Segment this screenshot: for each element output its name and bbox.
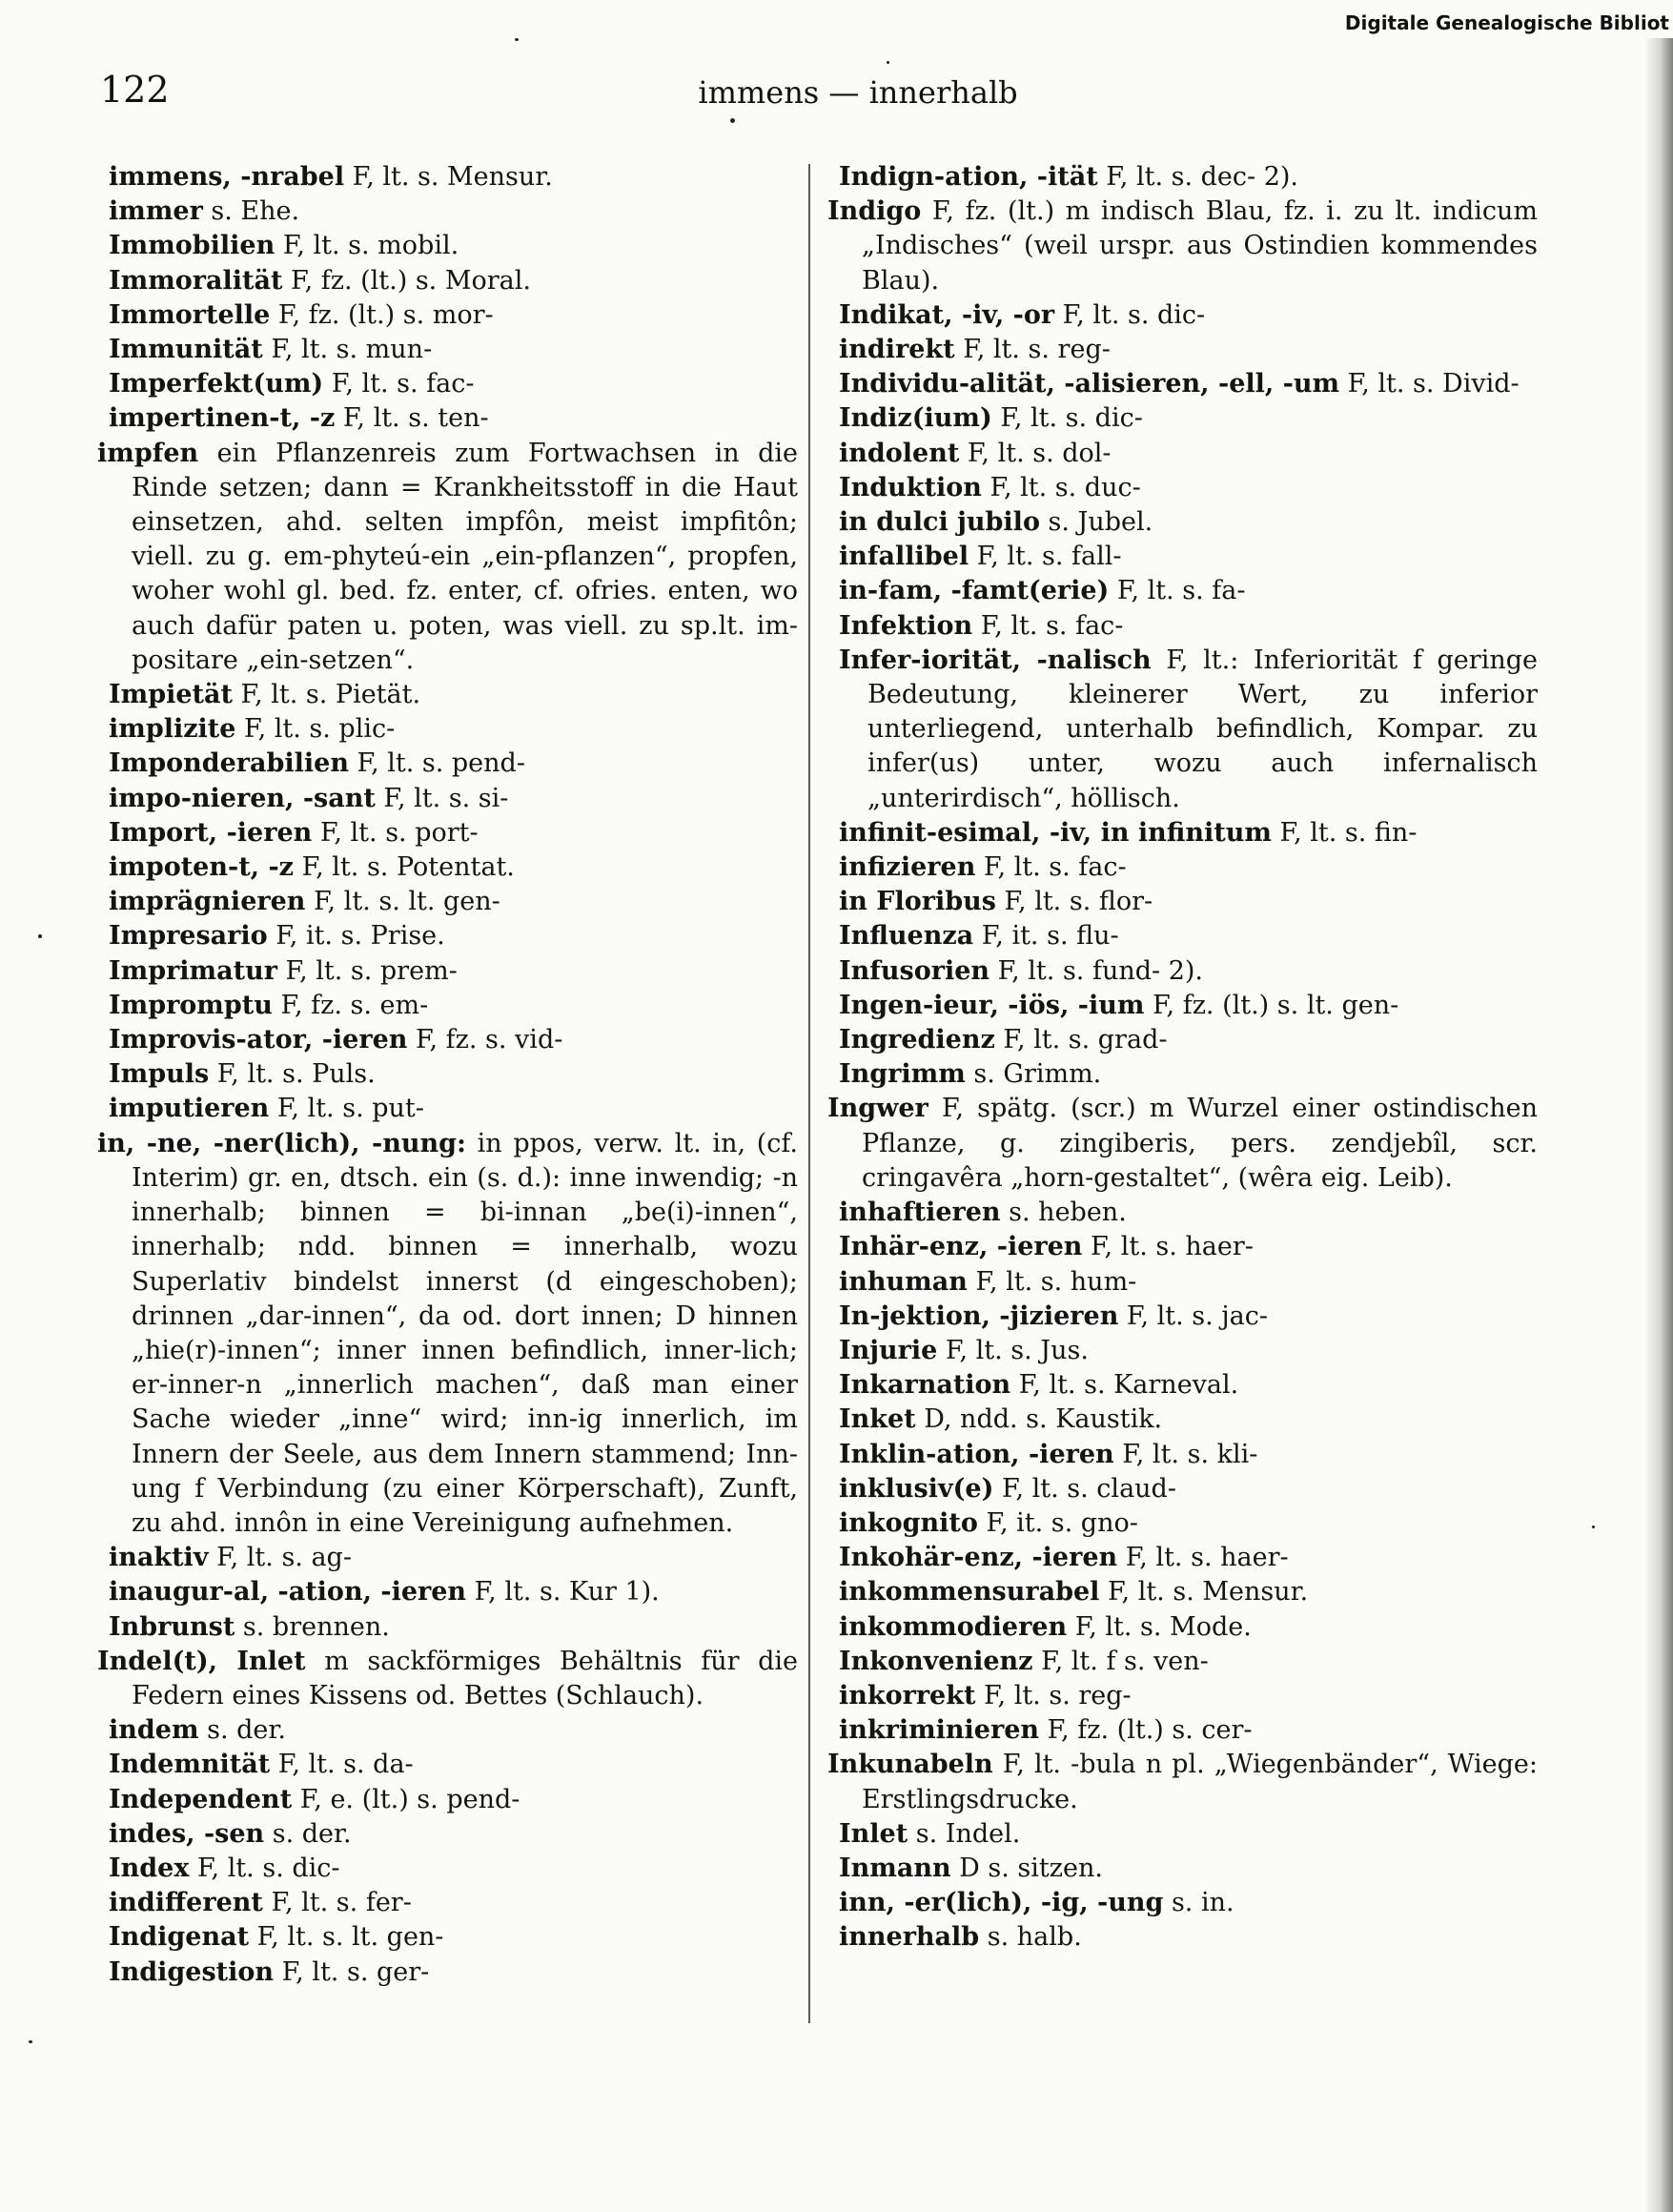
entry-headword: Ingredienz bbox=[839, 1025, 995, 1055]
entry-text: F, lt. s. Pietät. bbox=[232, 680, 421, 710]
entry-headword: Induktion bbox=[839, 472, 982, 502]
entry-headword: impfen bbox=[97, 438, 199, 468]
entry-headword: Individu-alität, -alisieren, -ell, -um bbox=[839, 369, 1340, 399]
entry-text: ein Pflanzenreis zum Fortwachsen in die Rinde setzen; dann = Krankheitsstoff in die Haut einsetzen, ahd. selten impfôn, meist impfitôn; viell. zu g. em-phyteú-ein „ein-pflanzen“, propfen, woher wohl gl. bed. fz. enter, cf. ofries. enten, wo auch dafür paten u. poten, was viell. zu sp.lt. im-positare „ein-setzen“. bbox=[132, 438, 798, 675]
entry-text: F, fz. s. em- bbox=[272, 990, 429, 1020]
entry-headword: Import, -ieren bbox=[109, 817, 313, 848]
entry-headword: inhuman bbox=[839, 1266, 968, 1297]
entry-headword: Indel(t), Inlet bbox=[97, 1646, 306, 1676]
entry-text: F, lt. s. reg- bbox=[975, 1680, 1132, 1710]
entry-headword: Improvis-ator, -ieren bbox=[109, 1025, 408, 1055]
dictionary-entry bbox=[827, 1403, 1538, 1437]
entry-text: s. der. bbox=[264, 1818, 352, 1849]
entry-text: F, it. s. gno- bbox=[977, 1507, 1138, 1538]
entry-text: F, lt. s. hum- bbox=[967, 1266, 1137, 1297]
entry-text: F, lt. s. fer- bbox=[262, 1888, 412, 1918]
dictionary-entry bbox=[827, 401, 1538, 436]
entry-headword: inaugur-al, -ation, -ieren bbox=[109, 1577, 467, 1608]
entry-text: F, lt. f s. ven- bbox=[1032, 1646, 1209, 1676]
dictionary-entry bbox=[827, 1713, 1538, 1748]
entry-text: F, it. s. Prise. bbox=[267, 921, 445, 952]
entry-headword: Inkarnation bbox=[839, 1370, 1011, 1401]
dictionary-entry bbox=[827, 574, 1538, 608]
dictionary-entry bbox=[827, 1265, 1538, 1300]
dictionary-entry bbox=[97, 678, 798, 712]
dictionary-entry bbox=[827, 1300, 1538, 1334]
entry-headword: In-jektion, -jizieren bbox=[839, 1301, 1119, 1331]
entry-text: F, lt. s. ger- bbox=[274, 1956, 430, 1987]
entry-text: F, lt. s. duc- bbox=[981, 472, 1141, 502]
entry-headword: in Floribus bbox=[839, 887, 996, 917]
dictionary-entry bbox=[827, 1368, 1538, 1403]
paper-speck bbox=[29, 2040, 32, 2043]
dictionary-entry bbox=[97, 1057, 798, 1092]
dictionary-entry bbox=[97, 1713, 798, 1748]
entry-text: D s. sitzen. bbox=[950, 1853, 1103, 1883]
dictionary-entry bbox=[827, 540, 1538, 574]
entry-headword: inkommensurabel bbox=[839, 1577, 1100, 1608]
entry-headword: Immortelle bbox=[109, 299, 271, 330]
dictionary-entry bbox=[97, 816, 798, 850]
dictionary-entry bbox=[827, 195, 1538, 298]
paper-speck bbox=[515, 38, 519, 41]
entry-text: F, lt. s. dic- bbox=[991, 403, 1143, 434]
dictionary-entry bbox=[97, 229, 798, 263]
entry-text: F, lt. s. plic- bbox=[235, 714, 396, 745]
entry-headword: Infer-iorität, -nalisch bbox=[839, 645, 1152, 675]
dictionary-entry bbox=[827, 1230, 1538, 1264]
entry-headword: Influenza bbox=[839, 921, 974, 952]
dictionary-entry bbox=[827, 1886, 1538, 1920]
entry-text: F, lt. s. dic- bbox=[189, 1853, 340, 1883]
dictionary-entry bbox=[97, 1852, 798, 1886]
entry-headword: impertinen-t, -z bbox=[109, 403, 336, 434]
entry-text: F, lt. s. mobil. bbox=[275, 231, 459, 261]
left-column bbox=[97, 160, 798, 1990]
dictionary-entry bbox=[827, 1092, 1538, 1196]
entry-text: F, fz. (lt.) m indisch Blau, fz. i. zu lt. indicum „Indisches“ (weil urspr. aus Ostindien kommendes Blau). bbox=[862, 196, 1538, 296]
entry-headword: implizite bbox=[109, 714, 236, 745]
dictionary-entry bbox=[97, 1092, 798, 1126]
entry-headword: Inlet bbox=[839, 1818, 908, 1849]
entry-text: F, lt. s. jac- bbox=[1118, 1301, 1268, 1331]
dictionary-entry bbox=[827, 1196, 1538, 1230]
entry-headword: immer bbox=[109, 196, 203, 227]
dictionary-entry bbox=[827, 919, 1538, 953]
entry-text: s. Grimm. bbox=[965, 1059, 1102, 1090]
entry-headword: indirekt bbox=[839, 335, 955, 365]
entry-text: F, lt. s. put- bbox=[269, 1094, 424, 1124]
paper-speck bbox=[38, 934, 42, 938]
entry-headword: Impromptu bbox=[109, 990, 273, 1020]
dictionary-entry bbox=[97, 1575, 798, 1609]
page-number: 122 bbox=[100, 69, 170, 111]
entry-headword: infizieren bbox=[839, 852, 976, 883]
dictionary-entry bbox=[827, 1679, 1538, 1713]
entry-headword: Ingrimm bbox=[839, 1059, 966, 1090]
entry-headword: immens, -nrabel bbox=[109, 162, 345, 192]
entry-text: s. der. bbox=[198, 1715, 286, 1746]
entry-text: F, lt. s. Divid- bbox=[1339, 369, 1520, 399]
entry-text: F, lt. s. haer- bbox=[1082, 1232, 1254, 1262]
entry-text: F, it. s. flu- bbox=[973, 921, 1119, 952]
entry-text: F, lt. s. Kur 1). bbox=[466, 1577, 660, 1608]
entry-headword: Inhär-enz, -ieren bbox=[839, 1232, 1083, 1262]
entry-text: F, lt. s. Jus. bbox=[937, 1335, 1089, 1365]
entry-headword: inklusiv(e) bbox=[839, 1473, 994, 1504]
entry-headword: Indikat, -iv, -or bbox=[839, 299, 1055, 330]
entry-text: in ppos, verw. lt. in, (cf. Interim) gr. en, dtsch. ein (s. d.): inne inwendig; -n innerhalb; binnen = bi-innan „be(i)-innen“, innerhalb; ndd. binnen = innerhalb, wozu Superlativ bindelst innerst (d eingeschoben); drinnen „dar-innen“, da od. dort innen; D hinnen „hie(r)-innen“; inner innen befindlich, inner-lich; er-inner-n „innerlich machen“, daß man einer Sache wieder „inne“ wird; inn-ig innerlich, im Innern der Seele, aus dem Innern stammend; Inn-ung f Verbindung (zu einer Körperschaft), Zunft, zu ahd. innôn in eine Vereinigung aufnehmen. bbox=[132, 1128, 798, 1538]
entry-text: F, lt. s. Karneval. bbox=[1010, 1370, 1239, 1401]
watermark: Digitale Genealogische Bibliot bbox=[1344, 11, 1669, 34]
dictionary-entry bbox=[97, 712, 798, 747]
entry-headword: in, -ne, -ner(lich), -nung: bbox=[97, 1128, 466, 1158]
entry-headword: inaktiv bbox=[109, 1543, 209, 1573]
column-divider bbox=[808, 164, 810, 2023]
dictionary-entry bbox=[97, 1783, 798, 1817]
dictionary-entry bbox=[827, 1575, 1538, 1609]
dictionary-entry bbox=[97, 782, 798, 816]
entry-text: F, lt. s. dic- bbox=[1054, 299, 1206, 330]
entry-headword: indolent bbox=[839, 438, 960, 468]
dictionary-entry bbox=[97, 195, 798, 229]
entry-text: D, ndd. s. Kaustik. bbox=[915, 1404, 1163, 1435]
entry-text: F, lt. s. fund- 2). bbox=[990, 955, 1204, 986]
entry-text: F, lt. s. fin- bbox=[1271, 817, 1418, 848]
entry-headword: inhaftieren bbox=[839, 1198, 1001, 1228]
entry-headword: Inklin-ation, -ieren bbox=[839, 1439, 1114, 1469]
entry-text: s. Ehe. bbox=[202, 196, 300, 227]
dictionary-entry bbox=[827, 1472, 1538, 1506]
entry-text: F, lt. s. grad- bbox=[994, 1025, 1168, 1055]
entry-text: s. brennen. bbox=[235, 1611, 390, 1642]
entry-text: F, lt. s. haer- bbox=[1117, 1543, 1289, 1573]
dictionary-entry bbox=[97, 954, 798, 989]
entry-text: F, lt. s. ag- bbox=[208, 1543, 352, 1573]
entry-headword: Index bbox=[109, 1853, 190, 1883]
entry-text: F, lt. s. claud- bbox=[993, 1473, 1176, 1504]
entry-headword: inkommodieren bbox=[839, 1611, 1068, 1642]
dictionary-entry bbox=[827, 505, 1538, 540]
entry-headword: Inbrunst bbox=[109, 1611, 235, 1642]
entry-headword: Impietät bbox=[109, 680, 233, 710]
entry-text: F, lt. s. Mensur. bbox=[344, 162, 553, 192]
entry-text: s. Jubel. bbox=[1039, 507, 1153, 538]
entry-headword: Indemnität bbox=[109, 1750, 271, 1780]
paper-speck bbox=[1592, 1526, 1595, 1528]
dictionary-entry bbox=[97, 747, 798, 781]
dictionary-entry bbox=[827, 1817, 1538, 1852]
dictionary-entry bbox=[97, 333, 798, 367]
entry-headword: Inmann bbox=[839, 1853, 951, 1883]
entry-text: F, lt. s. flor- bbox=[995, 887, 1153, 917]
entry-headword: Indigenat bbox=[109, 1922, 250, 1953]
dictionary-entry bbox=[827, 1920, 1538, 1955]
entry-headword: in dulci jubilo bbox=[839, 507, 1040, 538]
entry-text: F, lt. s. ten- bbox=[335, 403, 489, 434]
dictionary-entry bbox=[827, 644, 1538, 816]
entry-headword: Inkohär-enz, -ieren bbox=[839, 1543, 1118, 1573]
dictionary-entry bbox=[97, 919, 798, 953]
page-edge-shadow bbox=[1644, 38, 1673, 2212]
entry-text: F, lt.: Inferiorität f geringe Bedeutung, kleinerer Wert, zu inferior unterliegend, unterhalb befindlich, Kompar. zu infer(us) unter, wozu auch infernalisch „unterirdisch“, höllisch. bbox=[867, 645, 1538, 813]
dictionary-entry bbox=[827, 885, 1538, 919]
dictionary-entry bbox=[97, 1920, 798, 1955]
entry-text: F, lt. s. fa- bbox=[1109, 576, 1246, 606]
entry-text: F, lt. s. kli- bbox=[1113, 1439, 1258, 1469]
entry-headword: Inket bbox=[839, 1404, 916, 1435]
entry-headword: indes, -sen bbox=[109, 1818, 265, 1849]
entry-text: F, lt. s. lt. gen- bbox=[305, 887, 500, 917]
entry-headword: Infusorien bbox=[839, 955, 990, 986]
dictionary-entry bbox=[827, 1057, 1538, 1092]
entry-headword: Immoralität bbox=[109, 265, 283, 296]
dictionary-entry bbox=[97, 1645, 798, 1713]
dictionary-entry bbox=[97, 1541, 798, 1575]
dictionary-entry bbox=[97, 437, 798, 678]
entry-text: m sackförmiges Behältnis für die Federn eines Kissens od. Bettes (Schlauch). bbox=[132, 1646, 799, 1710]
entry-text: F, lt. s. reg- bbox=[954, 335, 1111, 365]
entry-text: F, lt. s. fac- bbox=[972, 610, 1124, 641]
dictionary-entry bbox=[97, 401, 798, 436]
dictionary-entry bbox=[97, 850, 798, 885]
dictionary-entry bbox=[827, 333, 1538, 367]
dictionary-entry bbox=[97, 1610, 798, 1645]
entry-headword: Impuls bbox=[109, 1059, 210, 1090]
dictionary-entry bbox=[97, 1127, 798, 1541]
entry-text: F, lt. -bula n pl. „Wiegenbänder“, Wiege: Erstlingsdrucke. bbox=[862, 1750, 1538, 1814]
entry-headword: indem bbox=[109, 1715, 199, 1746]
entry-headword: Imprimatur bbox=[109, 955, 277, 986]
dictionary-entry bbox=[827, 437, 1538, 471]
entry-text: s. Indel. bbox=[908, 1818, 1021, 1849]
dictionary-entry bbox=[97, 1956, 798, 1990]
entry-text: F, lt. s. mun- bbox=[262, 335, 433, 365]
entry-headword: Independent bbox=[109, 1784, 293, 1814]
entry-headword: Indigo bbox=[827, 196, 922, 227]
entry-text: F, fz. (lt.) s. Moral. bbox=[282, 265, 531, 296]
entry-text: F, lt. s. prem- bbox=[276, 955, 458, 986]
entry-headword: Imperfekt(um) bbox=[109, 369, 324, 399]
dictionary-entry bbox=[827, 1610, 1538, 1645]
entry-text: F, fz. (lt.) s. cer- bbox=[1039, 1715, 1253, 1746]
entry-text: F, lt. s. fac- bbox=[323, 369, 475, 399]
entry-headword: in-fam, -famt(erie) bbox=[839, 576, 1110, 606]
entry-text: F, lt. s. si- bbox=[375, 783, 509, 813]
entry-text: F, lt. s. Potentat. bbox=[294, 852, 515, 883]
dictionary-entry bbox=[827, 816, 1538, 850]
running-head: immens — innerhalb bbox=[698, 74, 1018, 111]
entry-text: F, fz. (lt.) s. mor- bbox=[270, 299, 494, 330]
entry-headword: Injurie bbox=[839, 1335, 938, 1365]
entry-headword: innerhalb bbox=[839, 1922, 980, 1953]
dictionary-entry bbox=[827, 1541, 1538, 1575]
dictionary-entry bbox=[827, 609, 1538, 644]
entry-headword: inn, -er(lich), -ig, -ung bbox=[839, 1888, 1164, 1918]
entry-headword: inkognito bbox=[839, 1507, 978, 1538]
dictionary-entry bbox=[97, 1886, 798, 1920]
dictionary-entry bbox=[97, 989, 798, 1023]
entry-headword: Impresario bbox=[109, 921, 268, 952]
entry-text: s. halb. bbox=[979, 1922, 1082, 1953]
dictionary-entry bbox=[827, 850, 1538, 885]
paper-speck bbox=[730, 118, 735, 123]
entry-text: s. in. bbox=[1163, 1888, 1234, 1918]
entry-headword: Immobilien bbox=[109, 231, 275, 261]
entry-headword: Inkunabeln bbox=[827, 1750, 993, 1780]
entry-text: F, lt. s. Mode. bbox=[1067, 1611, 1252, 1642]
entry-headword: Ingen-ieur, -iös, -ium bbox=[839, 990, 1145, 1020]
entry-headword: infallibel bbox=[839, 542, 969, 572]
entry-text: s. heben. bbox=[1000, 1198, 1127, 1228]
dictionary-entry bbox=[97, 264, 798, 298]
dictionary-entry bbox=[97, 885, 798, 919]
entry-text: F, lt. s. Mensur. bbox=[1099, 1577, 1309, 1608]
entry-headword: inkorrekt bbox=[839, 1680, 976, 1710]
entry-text: F, lt. s. fall- bbox=[969, 542, 1122, 572]
entry-headword: imprägnieren bbox=[109, 887, 306, 917]
dictionary-entry bbox=[97, 367, 798, 401]
entry-headword: Immunität bbox=[109, 335, 263, 365]
dictionary-entry bbox=[827, 989, 1538, 1023]
entry-text: F, lt. s. pend- bbox=[348, 748, 525, 779]
entry-text: F, fz. s. vid- bbox=[407, 1025, 563, 1055]
entry-text: F, lt. s. fac- bbox=[975, 852, 1127, 883]
dictionary-entry bbox=[97, 1817, 798, 1852]
dictionary-entry bbox=[827, 298, 1538, 333]
entry-text: F, e. (lt.) s. pend- bbox=[292, 1784, 520, 1814]
entry-headword: Indiz(ium) bbox=[839, 403, 992, 434]
dictionary-entry bbox=[97, 1023, 798, 1057]
dictionary-entry bbox=[97, 298, 798, 333]
paper-speck bbox=[887, 61, 889, 64]
entry-text: F, spätg. (scr.) m Wurzel einer ostindischen Pflanze, g. zingiberis, pers. zendjebîl, scr. cringavêra „horn-gestaltet“, (wêra eig. Leib). bbox=[862, 1094, 1538, 1193]
entry-headword: impoten-t, -z bbox=[109, 852, 295, 883]
dictionary-entry bbox=[827, 471, 1538, 505]
dictionary-entry bbox=[827, 954, 1538, 989]
entry-text: F, fz. (lt.) s. lt. gen- bbox=[1144, 990, 1399, 1020]
dictionary-entry bbox=[827, 1334, 1538, 1368]
dictionary-entry bbox=[827, 367, 1538, 401]
entry-text: F, lt. s. lt. gen- bbox=[249, 1922, 444, 1953]
dictionary-entry bbox=[827, 1748, 1538, 1816]
entry-headword: indifferent bbox=[109, 1888, 263, 1918]
dictionary-entry bbox=[97, 160, 798, 195]
entry-text: F, lt. s. port- bbox=[312, 817, 479, 848]
entry-headword: Infektion bbox=[839, 610, 973, 641]
entry-headword: Imponderabilien bbox=[109, 748, 349, 779]
dictionary-entry bbox=[827, 1645, 1538, 1679]
dictionary-entry bbox=[827, 1506, 1538, 1541]
dictionary-entry bbox=[97, 1748, 798, 1782]
dictionary-entry bbox=[827, 160, 1538, 195]
entry-headword: imputieren bbox=[109, 1094, 270, 1124]
entry-text: F, lt. s. dec- 2). bbox=[1097, 162, 1299, 192]
entry-headword: impo-nieren, -sant bbox=[109, 783, 376, 813]
entry-text: F, lt. s. dol- bbox=[959, 438, 1112, 468]
entry-headword: Inkonvenienz bbox=[839, 1646, 1033, 1676]
dictionary-entry bbox=[827, 1023, 1538, 1057]
dictionary-entry bbox=[827, 1438, 1538, 1472]
entry-headword: Indigestion bbox=[109, 1956, 275, 1987]
right-column bbox=[827, 160, 1538, 1956]
entry-headword: inkriminieren bbox=[839, 1715, 1040, 1746]
entry-text: F, lt. s. Puls. bbox=[209, 1059, 376, 1090]
entry-headword: Ingwer bbox=[827, 1094, 928, 1124]
entry-headword: Indign-ation, -ität bbox=[839, 162, 1098, 192]
entry-headword: infinit-esimal, -iv, in infinitum bbox=[839, 817, 1272, 848]
entry-text: F, lt. s. da- bbox=[270, 1750, 414, 1780]
dictionary-entry bbox=[827, 1852, 1538, 1886]
